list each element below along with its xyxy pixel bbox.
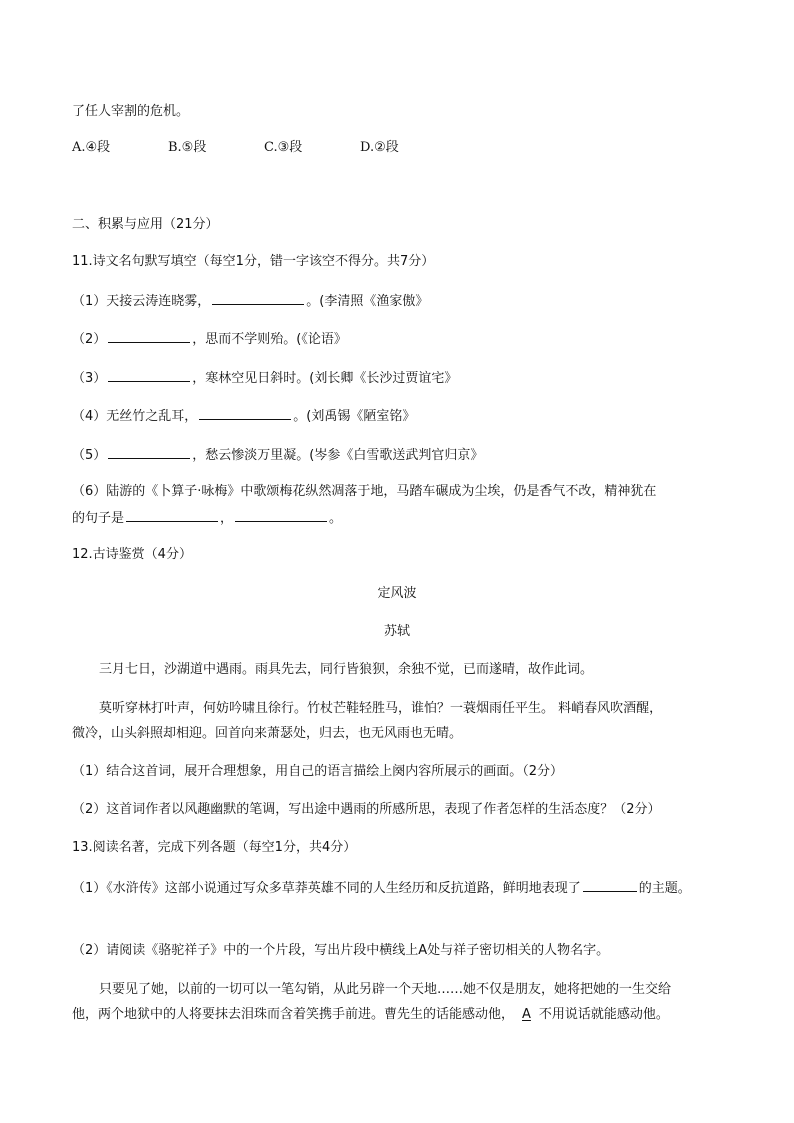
poem-body-line1: 莫听穿林打叶声，何妨吟啸且徐行。竹杖芒鞋轻胜马，谁怕？一蓑烟雨任平生。 料峭春风吹酒醒， bbox=[99, 701, 663, 716]
answer-blank[interactable] bbox=[212, 292, 304, 305]
answer-blank[interactable] bbox=[108, 369, 190, 382]
option-a: A.④段 bbox=[72, 140, 111, 155]
blank-label-a: A bbox=[522, 1007, 531, 1022]
q11-item-6-line1: （6）陆游的《卜算子·咏梅》中歌颂梅花纵然凋落于地，马踏车碾成为尘埃，仍是香气不改，精神犹在 bbox=[72, 484, 657, 499]
q10-options bbox=[72, 140, 399, 156]
q13-sub-2: （2）请阅读《骆驼祥子》中的一个片段，写出片段中横线上A处与祥子密切相关的人物名字。 bbox=[72, 943, 610, 958]
answer-blank[interactable] bbox=[108, 330, 190, 343]
answer-blank[interactable] bbox=[199, 407, 291, 420]
q11-item-5: （5） ，愁云惨淡万里凝。(岑参《白雪歌送武判官归京》 bbox=[72, 448, 484, 463]
q11-title: 11.诗文名句默写填空（每空1分，错一字该空不得分。共7分） bbox=[72, 254, 435, 269]
option-d: D.②段 bbox=[360, 140, 399, 155]
passage-line2: 他，两个地狱中的人将要抹去泪珠而含着笑携手前进。曹先生的话能感动他， A 不用说话就能感动他。 bbox=[72, 1007, 669, 1022]
q12-sub-1: （1）结合这首词，展开合理想象，用自己的语言描绘上阕内容所展示的画面。（2分） bbox=[72, 764, 564, 779]
answer-blank[interactable] bbox=[126, 509, 218, 522]
passage-line1: 只要见了她，以前的一切可以一笔勾销，从此另辟一个天地……她不仅是朋友，她将把她的一生交给 bbox=[99, 982, 672, 997]
option-b: B.⑤段 bbox=[168, 140, 207, 155]
q13-sub-1: （1）《水浒传》这部小说通过写众多草莽英雄不同的人生经历和反抗道路，鲜明地表现了 的主题。 bbox=[72, 881, 691, 896]
poet-name: 苏轼 bbox=[383, 624, 410, 639]
poem-preface: 三月七日，沙湖道中遇雨。雨具先去，同行皆狼狈，余独不觉，已而遂晴，故作此词。 bbox=[99, 662, 594, 677]
answer-blank[interactable] bbox=[108, 446, 190, 459]
q10-tail: 了任人宰割的危机。 bbox=[72, 104, 190, 119]
section-title: 二、积累与应用（21分） bbox=[72, 217, 219, 232]
q11-item-2: （2） ，思而不学则殆。(《论语》 bbox=[72, 332, 347, 347]
poem-body-line2: 微冷，山头斜照却相迎。回首向来萧瑟处，归去，也无风雨也无晴。 bbox=[72, 726, 463, 741]
q13-title: 13.阅读名著，完成下列各题（每空1分，共4分） bbox=[72, 840, 357, 855]
q11-item-1: （1）天接云涛连晓雾， 。(李清照《渔家傲》 bbox=[72, 294, 429, 309]
q11-item-3: （3） ，寒林空见日斜时。(刘长卿《长沙过贾谊宅》 bbox=[72, 371, 458, 386]
poem-title: 定风波 bbox=[377, 586, 417, 601]
q11-item-6-line2: 的句子是 ， 。 bbox=[72, 511, 343, 526]
answer-blank[interactable] bbox=[235, 509, 327, 522]
answer-blank[interactable] bbox=[583, 879, 637, 892]
q12-sub-2: （2）这首词作者以风趣幽默的笔调，写出途中遇雨的所感所思，表现了作者怎样的生活态度？（2分） bbox=[72, 802, 661, 817]
q12-title: 12.古诗鉴赏（4分） bbox=[72, 547, 192, 562]
option-c: C.③段 bbox=[264, 140, 303, 155]
q11-item-4: （4）无丝竹之乱耳， 。(刘禹锡《陋室铭》 bbox=[72, 409, 416, 424]
